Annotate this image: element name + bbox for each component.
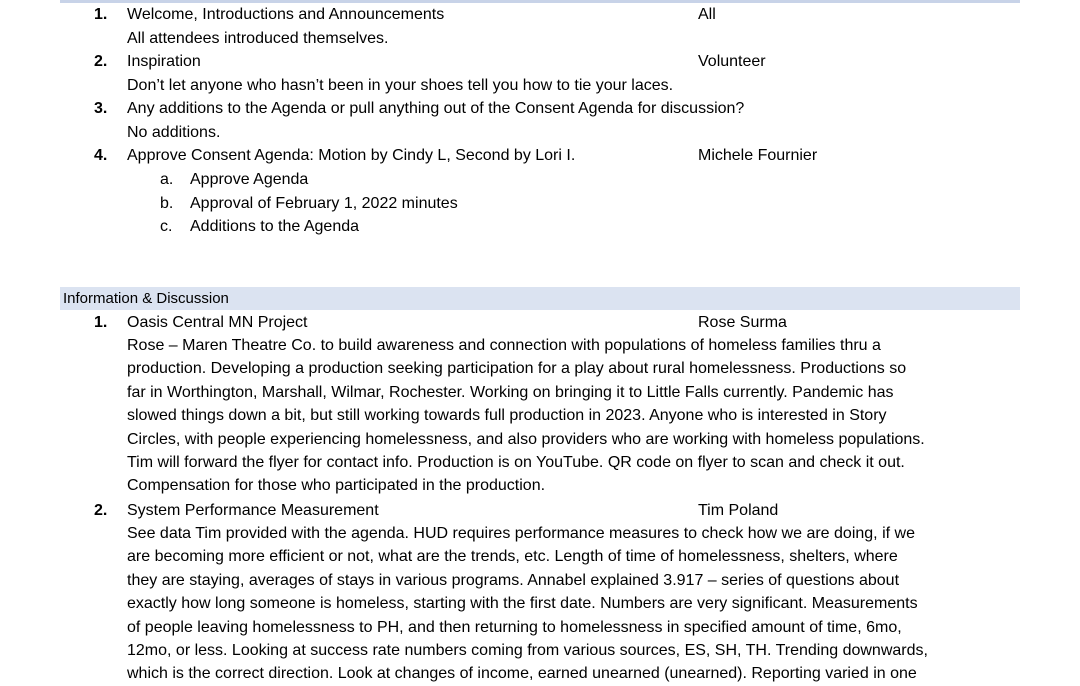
paragraph-line: of people leaving homelessness to PH, and then returning to homelessness in specified amount of time, 6mo, xyxy=(127,618,902,636)
consent-text: Approve Agenda xyxy=(190,171,309,188)
paragraph-line: 12mo, or less. Looking at success rate numbers coming from various sources, ES, SH, TH. Trending downwards, xyxy=(127,641,928,659)
item-presenter: Volunteer xyxy=(698,53,766,70)
item-presenter: Rose Surma xyxy=(698,314,787,331)
item-number: 1. xyxy=(94,314,108,331)
paragraph-line: production. Developing a production seeking participation for a play about rural homelessness. Productions so xyxy=(127,360,907,378)
item-title: System Performance Measurement xyxy=(127,502,379,519)
consent-letter: b. xyxy=(160,195,174,212)
paragraph-line: exactly how long someone is homeless, starting with the first date. Numbers are very significant. Measurements xyxy=(127,595,918,613)
item-note-text: No additions. xyxy=(127,124,221,141)
item-number: 4. xyxy=(94,147,108,164)
item-title: Welcome, Introductions and Announcements xyxy=(127,6,445,23)
paragraph-line: Rose – Maren Theatre Co. to build awareness and connection with populations of homeless families thru a xyxy=(127,337,881,354)
item-title: Inspiration xyxy=(127,53,201,70)
item-presenter: Tim Poland xyxy=(698,502,779,519)
paragraph-line: they are staying, averages of stays in various programs. Annabel explained 3.917 – series of questions about xyxy=(127,571,900,589)
paragraph-line: Compensation for those who participated in the production. xyxy=(127,477,546,495)
item-title: Any additions to the Agenda or pull anything out of the Consent Agenda for discussion? xyxy=(127,100,745,117)
discussion-paragraph xyxy=(127,334,1017,498)
paragraph-line: Circles, with people experiencing homelessness, and also providers who are working with homeless populations. xyxy=(127,430,925,448)
item-number: 2. xyxy=(94,502,108,519)
item-title: Approve Consent Agenda: Motion by Cindy L, Second by Lori I. xyxy=(127,147,576,164)
item-number: 2. xyxy=(94,53,108,70)
item-number: 1. xyxy=(94,6,108,23)
item-note-text: Don’t let anyone who hasn’t been in your shoes tell you how to tie your laces. xyxy=(127,77,674,94)
paragraph-line: which is the correct direction. Look at changes of income, earned unearned (unearned). Reporting varied in one xyxy=(127,665,917,683)
item-note-text: All attendees introduced themselves. xyxy=(127,30,389,47)
paragraph-line: Tim will forward the flyer for contact info. Production is on YouTube. QR code on flyer to scan and check it out. xyxy=(127,453,905,471)
consent-letter: a. xyxy=(160,171,174,188)
item-title: Oasis Central MN Project xyxy=(127,314,308,331)
discussion-paragraph xyxy=(127,522,1017,686)
consent-text: Approval of February 1, 2022 minutes xyxy=(190,195,458,212)
item-presenter: Michele Fournier xyxy=(698,147,818,164)
consent-letter: c. xyxy=(160,218,173,235)
paragraph-line: slowed things down a bit, but still working towards full production in 2023. Anyone who is interested in Story xyxy=(127,407,887,425)
paragraph-line: are becoming more efficient or not, what are the trends, etc. Length of time of homelessness, shelters, where xyxy=(127,548,898,566)
consent-text: Additions to the Agenda xyxy=(190,218,360,235)
item-number: 3. xyxy=(94,100,108,117)
section-header: Information & Discussion xyxy=(60,287,1020,310)
paragraph-line: far in Worthington, Marshall, Wilmar, Rochester. Working on bringing it to Little Falls currently. Pandemic has xyxy=(127,383,894,401)
item-presenter: All xyxy=(698,6,716,23)
paragraph-line: See data Tim provided with the agenda. HUD requires performance measures to check how we are doing, if we xyxy=(127,525,915,542)
